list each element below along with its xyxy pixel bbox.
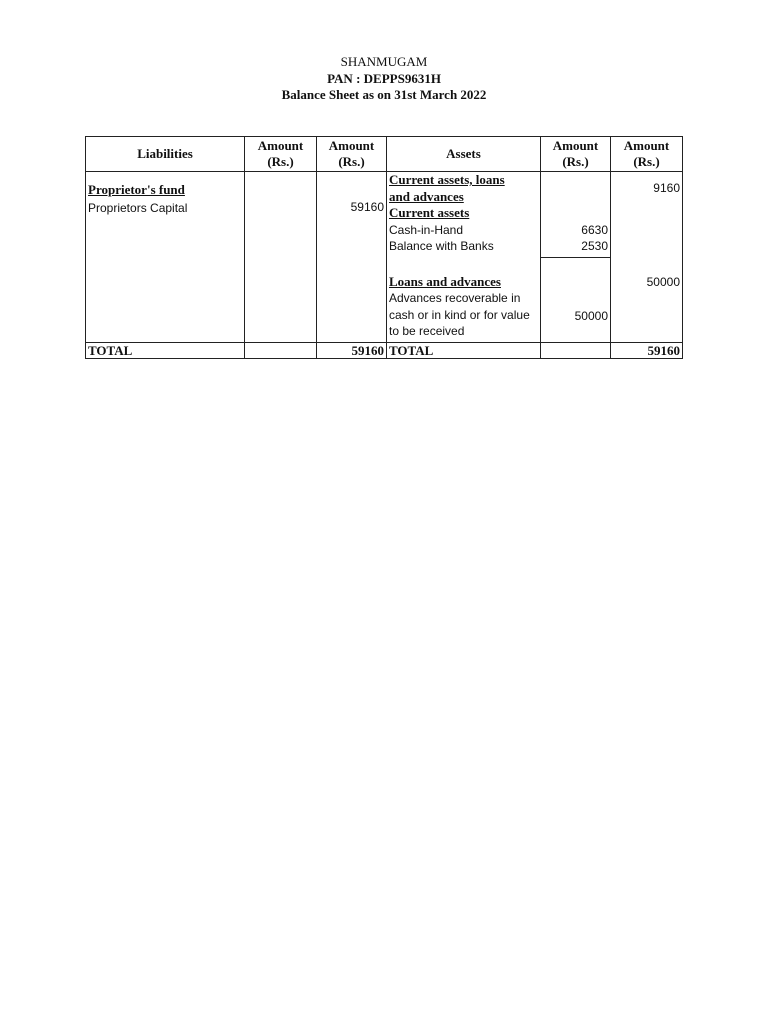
- total-empty-1: [245, 343, 317, 359]
- document-header: [0, 54, 768, 104]
- bank-label: Balance with Banks: [389, 239, 494, 253]
- col-liabilities: Liabilities: [86, 137, 245, 172]
- amount-1-cell: [245, 172, 317, 343]
- total-left-amount: 59160: [317, 343, 387, 359]
- table-header-row: [86, 137, 683, 172]
- bank-amount: 2530: [581, 239, 608, 253]
- cash-label: Cash-in-Hand: [389, 222, 464, 237]
- liabilities-cell: [86, 172, 245, 343]
- proprietor-capital-label: Proprietors Capital: [88, 200, 188, 215]
- body-row: [86, 172, 683, 343]
- advances-label: Advances recoverable in cash or in kind or for value to be received: [389, 291, 530, 338]
- loans-total: 50000: [646, 274, 680, 289]
- total-row: [86, 343, 683, 359]
- company-name: SHANMUGAM: [340, 54, 428, 69]
- proprietor-fund-heading: Proprietor's fund: [88, 182, 185, 197]
- col-assets: Assets: [387, 137, 541, 172]
- col-amount-3: Amount (Rs.): [541, 137, 611, 172]
- advances-amount: 50000: [574, 308, 608, 323]
- col-amount-4: Amount (Rs.): [611, 137, 683, 172]
- current-assets-total: 9160: [653, 181, 680, 195]
- total-left-label: TOTAL: [86, 343, 245, 359]
- col-amount-2: Amount (Rs.): [317, 137, 387, 172]
- amount-2-cell: [317, 172, 387, 343]
- amount-4-cell: [611, 172, 683, 343]
- sheet-title: Balance Sheet as on 31st March 2022: [281, 87, 487, 102]
- current-assets-loans-heading: Current assets, loans and advances: [389, 172, 505, 204]
- amount-3-cell: [541, 172, 611, 343]
- col-amount-1: Amount (Rs.): [245, 137, 317, 172]
- loans-heading: Loans and advances: [389, 273, 501, 289]
- total-empty-2: [541, 343, 611, 359]
- balance-sheet-table: [85, 136, 683, 359]
- pan-number: PAN : DEPPS9631H: [327, 70, 441, 86]
- total-right-label: TOTAL: [387, 343, 541, 359]
- assets-cell: [387, 172, 541, 343]
- total-right-amount: 59160: [611, 343, 683, 359]
- current-assets-heading: Current assets: [389, 205, 470, 220]
- proprietor-capital-amount: 59160: [350, 199, 384, 214]
- cash-amount: 6630: [581, 222, 608, 237]
